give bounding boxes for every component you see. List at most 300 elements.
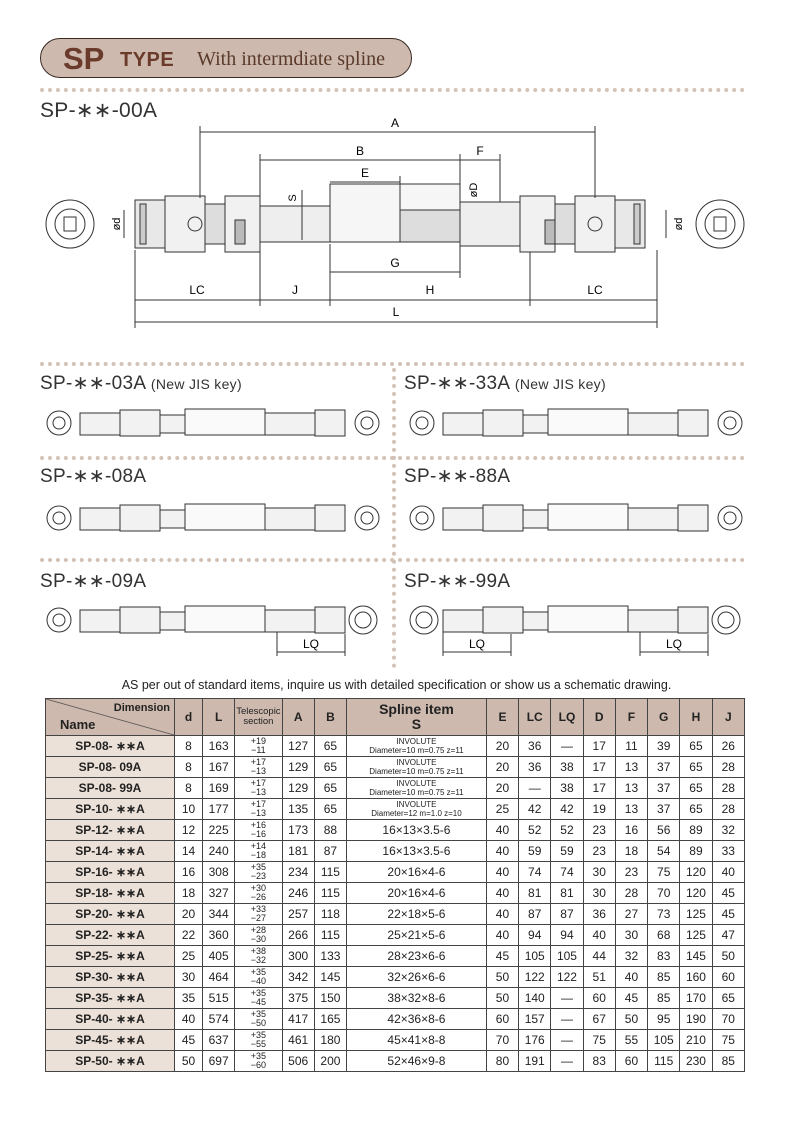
cell-telescopic: +17 −13 bbox=[235, 778, 282, 799]
title-banner bbox=[40, 38, 412, 78]
cell-b: 150 bbox=[314, 988, 346, 1009]
cell-g: 70 bbox=[648, 883, 680, 904]
cell-b: 180 bbox=[314, 1030, 346, 1051]
cell-g: 73 bbox=[648, 904, 680, 925]
title-type: TYPE bbox=[120, 49, 175, 71]
cell-telescopic: +17 −13 bbox=[235, 757, 282, 778]
cell-h: 210 bbox=[680, 1030, 712, 1051]
cell-spline: 20×16×4-6 bbox=[347, 883, 487, 904]
cell-d: 83 bbox=[583, 1051, 615, 1072]
cell-lq: 87 bbox=[551, 904, 583, 925]
cell-j: 47 bbox=[712, 925, 744, 946]
cell-j: 85 bbox=[712, 1051, 744, 1072]
cell-d: 23 bbox=[583, 820, 615, 841]
table-row bbox=[46, 1009, 745, 1030]
cell-g: 56 bbox=[648, 820, 680, 841]
row-name: SP-22- ∗∗A bbox=[46, 925, 175, 946]
cell-telescopic: +35 −55 bbox=[235, 1030, 282, 1051]
col-lc: LC bbox=[519, 699, 551, 736]
cell-g: 75 bbox=[648, 862, 680, 883]
cell-j: 40 bbox=[712, 862, 744, 883]
cell-f: 50 bbox=[615, 1009, 647, 1030]
dim-lq: LQ bbox=[302, 637, 320, 651]
cell-telescopic: +35 −60 bbox=[235, 1051, 282, 1072]
cell-lc: 42 bbox=[519, 799, 551, 820]
col-g: G bbox=[648, 699, 680, 736]
cell-l: 240 bbox=[202, 841, 234, 862]
cell-lc: 105 bbox=[519, 946, 551, 967]
dim-lc-left: LC bbox=[189, 283, 205, 297]
cell-lc: 52 bbox=[519, 820, 551, 841]
cell-a: 129 bbox=[282, 757, 314, 778]
col-e: E bbox=[486, 699, 518, 736]
table-row bbox=[46, 1030, 745, 1051]
cell-e: 40 bbox=[486, 925, 518, 946]
dim-lq-right: LQ bbox=[665, 637, 683, 651]
cell-d: 10 bbox=[175, 799, 203, 820]
cell-f: 13 bbox=[615, 757, 647, 778]
cell-j: 32 bbox=[712, 820, 744, 841]
cell-a: 300 bbox=[282, 946, 314, 967]
cell-b: 115 bbox=[314, 925, 346, 946]
cell-b: 65 bbox=[314, 736, 346, 757]
cell-telescopic: +35 −40 bbox=[235, 967, 282, 988]
cell-lq: — bbox=[551, 1051, 583, 1072]
shaft-drawing-09a bbox=[45, 602, 380, 662]
cell-b: 133 bbox=[314, 946, 346, 967]
cell-lc: 176 bbox=[519, 1030, 551, 1051]
col-j: J bbox=[712, 699, 744, 736]
cell-d: 14 bbox=[175, 841, 203, 862]
cell-a: 135 bbox=[282, 799, 314, 820]
cell-f: 55 bbox=[615, 1030, 647, 1051]
cell-lq: 122 bbox=[551, 967, 583, 988]
cell-lq: 38 bbox=[551, 778, 583, 799]
cell-telescopic: +33 −27 bbox=[235, 904, 282, 925]
row-name: SP-18- ∗∗A bbox=[46, 883, 175, 904]
cell-g: 68 bbox=[648, 925, 680, 946]
header-corner: Dimension Name bbox=[46, 699, 175, 736]
cell-g: 85 bbox=[648, 988, 680, 1009]
cell-h: 65 bbox=[680, 757, 712, 778]
table-row bbox=[46, 904, 745, 925]
cell-g: 54 bbox=[648, 841, 680, 862]
title-subtitle: With intermdiate spline bbox=[197, 48, 386, 70]
cell-j: 50 bbox=[712, 946, 744, 967]
cell-l: 167 bbox=[202, 757, 234, 778]
cell-e: 50 bbox=[486, 967, 518, 988]
cell-d: 17 bbox=[583, 757, 615, 778]
row-name: SP-14- ∗∗A bbox=[46, 841, 175, 862]
table-row bbox=[46, 862, 745, 883]
col-telescopic: Telescopic section bbox=[235, 699, 282, 736]
table-row bbox=[46, 757, 745, 778]
cell-f: 27 bbox=[615, 904, 647, 925]
cell-d: 50 bbox=[175, 1051, 203, 1072]
cell-j: 75 bbox=[712, 1030, 744, 1051]
cell-telescopic: +30 −26 bbox=[235, 883, 282, 904]
cell-e: 70 bbox=[486, 1030, 518, 1051]
row-name: SP-25- ∗∗A bbox=[46, 946, 175, 967]
cell-lc: 140 bbox=[519, 988, 551, 1009]
cell-j: 65 bbox=[712, 988, 744, 1009]
dim-s: S bbox=[287, 194, 299, 202]
cell-b: 65 bbox=[314, 757, 346, 778]
cell-j: 28 bbox=[712, 757, 744, 778]
cell-spline: INVOLUTE Diameter=10 m=0.75 z=11 bbox=[347, 736, 487, 757]
cell-h: 65 bbox=[680, 799, 712, 820]
cell-h: 89 bbox=[680, 841, 712, 862]
cell-b: 65 bbox=[314, 778, 346, 799]
cell-lq: 42 bbox=[551, 799, 583, 820]
cell-h: 65 bbox=[680, 736, 712, 757]
cell-h: 125 bbox=[680, 904, 712, 925]
col-l: L bbox=[202, 699, 234, 736]
cell-d: 8 bbox=[175, 778, 203, 799]
cell-spline: 16×13×3.5-6 bbox=[347, 841, 487, 862]
cell-f: 13 bbox=[615, 799, 647, 820]
cell-b: 118 bbox=[314, 904, 346, 925]
cell-lq: — bbox=[551, 1030, 583, 1051]
cell-lc: 36 bbox=[519, 757, 551, 778]
cell-spline: INVOLUTE Diameter=12 m=1.0 z=10 bbox=[347, 799, 487, 820]
cell-j: 45 bbox=[712, 883, 744, 904]
cell-l: 308 bbox=[202, 862, 234, 883]
cell-e: 80 bbox=[486, 1051, 518, 1072]
cell-a: 506 bbox=[282, 1051, 314, 1072]
table-row bbox=[46, 883, 745, 904]
cell-b: 115 bbox=[314, 883, 346, 904]
dim-lq-left: LQ bbox=[468, 637, 486, 651]
divider bbox=[40, 88, 745, 92]
row-name: SP-20- ∗∗A bbox=[46, 904, 175, 925]
cell-b: 88 bbox=[314, 820, 346, 841]
col-D: D bbox=[583, 699, 615, 736]
row-name: SP-08- ∗∗A bbox=[46, 736, 175, 757]
col-f: F bbox=[615, 699, 647, 736]
cell-d: 30 bbox=[583, 862, 615, 883]
cell-d: 16 bbox=[175, 862, 203, 883]
cell-telescopic: +35 −23 bbox=[235, 862, 282, 883]
cell-d: 40 bbox=[583, 925, 615, 946]
table-row bbox=[46, 841, 745, 862]
cell-e: 40 bbox=[486, 841, 518, 862]
cell-h: 170 bbox=[680, 988, 712, 1009]
cell-f: 13 bbox=[615, 778, 647, 799]
model-08a-label: SP-∗∗-08A bbox=[40, 466, 147, 487]
col-b: B bbox=[314, 699, 346, 736]
cell-d: 8 bbox=[175, 757, 203, 778]
cell-h: 145 bbox=[680, 946, 712, 967]
shaft-drawing-33a bbox=[408, 405, 743, 441]
cell-f: 40 bbox=[615, 967, 647, 988]
cell-e: 20 bbox=[486, 778, 518, 799]
shaft-drawing-99a bbox=[408, 602, 743, 662]
cell-spline: 28×23×6-6 bbox=[347, 946, 487, 967]
dim-a: A bbox=[390, 116, 400, 130]
cell-d: 30 bbox=[175, 967, 203, 988]
model-00a-label: SP-∗∗-00A bbox=[40, 99, 158, 122]
cell-d: 20 bbox=[175, 904, 203, 925]
cell-f: 28 bbox=[615, 883, 647, 904]
cell-d: 75 bbox=[583, 1030, 615, 1051]
cell-a: 417 bbox=[282, 1009, 314, 1030]
cell-j: 70 bbox=[712, 1009, 744, 1030]
cell-lc: 157 bbox=[519, 1009, 551, 1030]
cell-spline: 20×16×4-6 bbox=[347, 862, 487, 883]
cell-d: 60 bbox=[583, 988, 615, 1009]
cell-telescopic: +38 −32 bbox=[235, 946, 282, 967]
row-name: SP-10- ∗∗A bbox=[46, 799, 175, 820]
cell-f: 32 bbox=[615, 946, 647, 967]
title-sp: SP bbox=[63, 41, 105, 76]
table-row bbox=[46, 988, 745, 1009]
cell-telescopic: +19 −11 bbox=[235, 736, 282, 757]
cell-f: 23 bbox=[615, 862, 647, 883]
cell-h: 120 bbox=[680, 883, 712, 904]
cell-telescopic: +17 −13 bbox=[235, 799, 282, 820]
dim-l: L bbox=[392, 305, 400, 319]
cell-l: 169 bbox=[202, 778, 234, 799]
cell-j: 28 bbox=[712, 778, 744, 799]
cell-e: 60 bbox=[486, 1009, 518, 1030]
cell-g: 37 bbox=[648, 799, 680, 820]
cell-d: 17 bbox=[583, 778, 615, 799]
row-name: SP-30- ∗∗A bbox=[46, 967, 175, 988]
footnote: AS per out of standard items, inquire us with detailed specification or show us a schematic drawing. bbox=[121, 678, 672, 692]
cell-f: 11 bbox=[615, 736, 647, 757]
cell-lq: — bbox=[551, 988, 583, 1009]
cell-f: 18 bbox=[615, 841, 647, 862]
cell-d: 45 bbox=[175, 1030, 203, 1051]
cell-telescopic: +14 −18 bbox=[235, 841, 282, 862]
cell-lq: 94 bbox=[551, 925, 583, 946]
cell-l: 360 bbox=[202, 925, 234, 946]
cell-l: 464 bbox=[202, 967, 234, 988]
cell-g: 85 bbox=[648, 967, 680, 988]
cell-j: 33 bbox=[712, 841, 744, 862]
row-name: SP-45- ∗∗A bbox=[46, 1030, 175, 1051]
cell-d: 44 bbox=[583, 946, 615, 967]
table-row bbox=[46, 736, 745, 757]
cell-a: 257 bbox=[282, 904, 314, 925]
cell-lq: 52 bbox=[551, 820, 583, 841]
model-03a-label: SP-∗∗-03A (New JIS key) bbox=[40, 373, 242, 394]
table-row bbox=[46, 1051, 745, 1072]
cell-d: 36 bbox=[583, 904, 615, 925]
cell-h: 160 bbox=[680, 967, 712, 988]
cell-a: 129 bbox=[282, 778, 314, 799]
cell-f: 45 bbox=[615, 988, 647, 1009]
cell-g: 83 bbox=[648, 946, 680, 967]
cell-e: 40 bbox=[486, 904, 518, 925]
col-spline: Spline item S bbox=[347, 699, 487, 736]
cell-lq: 105 bbox=[551, 946, 583, 967]
cell-lc: 36 bbox=[519, 736, 551, 757]
cell-g: 95 bbox=[648, 1009, 680, 1030]
cell-lc: 122 bbox=[519, 967, 551, 988]
cell-h: 125 bbox=[680, 925, 712, 946]
cell-l: 177 bbox=[202, 799, 234, 820]
cell-a: 266 bbox=[282, 925, 314, 946]
cell-a: 246 bbox=[282, 883, 314, 904]
table-row bbox=[46, 925, 745, 946]
row-name: SP-35- ∗∗A bbox=[46, 988, 175, 1009]
cell-d: 51 bbox=[583, 967, 615, 988]
cell-telescopic: +28 −30 bbox=[235, 925, 282, 946]
divider bbox=[392, 368, 396, 668]
cell-lc: 59 bbox=[519, 841, 551, 862]
dim-g: G bbox=[390, 256, 400, 270]
cell-h: 190 bbox=[680, 1009, 712, 1030]
cell-lc: 81 bbox=[519, 883, 551, 904]
cell-telescopic: +35 −45 bbox=[235, 988, 282, 1009]
cell-spline: 52×46×9-8 bbox=[347, 1051, 487, 1072]
cell-e: 40 bbox=[486, 883, 518, 904]
col-a: A bbox=[282, 699, 314, 736]
cell-f: 60 bbox=[615, 1051, 647, 1072]
row-name: SP-16- ∗∗A bbox=[46, 862, 175, 883]
cell-j: 26 bbox=[712, 736, 744, 757]
table-row bbox=[46, 946, 745, 967]
cell-lq: 38 bbox=[551, 757, 583, 778]
cell-a: 342 bbox=[282, 967, 314, 988]
dim-f: F bbox=[476, 144, 484, 158]
cell-g: 115 bbox=[648, 1051, 680, 1072]
table-row bbox=[46, 778, 745, 799]
cell-d: 8 bbox=[175, 736, 203, 757]
col-h: H bbox=[680, 699, 712, 736]
cell-a: 234 bbox=[282, 862, 314, 883]
cell-j: 45 bbox=[712, 904, 744, 925]
cell-h: 89 bbox=[680, 820, 712, 841]
cell-lc: — bbox=[519, 778, 551, 799]
cell-b: 87 bbox=[314, 841, 346, 862]
cell-spline: 25×21×5-6 bbox=[347, 925, 487, 946]
cell-j: 60 bbox=[712, 967, 744, 988]
dim-phi-d-left: ød bbox=[111, 217, 123, 231]
cell-d: 40 bbox=[175, 1009, 203, 1030]
cell-a: 461 bbox=[282, 1030, 314, 1051]
cell-h: 65 bbox=[680, 778, 712, 799]
cell-l: 515 bbox=[202, 988, 234, 1009]
cell-d: 22 bbox=[175, 925, 203, 946]
cell-e: 40 bbox=[486, 820, 518, 841]
cell-telescopic: +35 −50 bbox=[235, 1009, 282, 1030]
cell-lq: — bbox=[551, 736, 583, 757]
cell-spline: INVOLUTE Diameter=10 m=0.75 z=11 bbox=[347, 778, 487, 799]
cell-spline: 22×18×5-6 bbox=[347, 904, 487, 925]
cell-a: 375 bbox=[282, 988, 314, 1009]
cell-h: 230 bbox=[680, 1051, 712, 1072]
table-row bbox=[46, 820, 745, 841]
cell-l: 697 bbox=[202, 1051, 234, 1072]
cell-a: 181 bbox=[282, 841, 314, 862]
dim-e: E bbox=[360, 166, 370, 180]
row-name: SP-50- ∗∗A bbox=[46, 1051, 175, 1072]
col-d: d bbox=[175, 699, 203, 736]
cell-l: 163 bbox=[202, 736, 234, 757]
cell-d: 35 bbox=[175, 988, 203, 1009]
cell-b: 115 bbox=[314, 862, 346, 883]
shaft-drawing-88a bbox=[408, 500, 743, 536]
cell-g: 39 bbox=[648, 736, 680, 757]
col-lq: LQ bbox=[551, 699, 583, 736]
cell-b: 145 bbox=[314, 967, 346, 988]
cell-l: 637 bbox=[202, 1030, 234, 1051]
cell-d: 18 bbox=[175, 883, 203, 904]
cell-b: 65 bbox=[314, 799, 346, 820]
cell-lc: 87 bbox=[519, 904, 551, 925]
cell-j: 28 bbox=[712, 799, 744, 820]
row-name: SP-40- ∗∗A bbox=[46, 1009, 175, 1030]
cell-l: 405 bbox=[202, 946, 234, 967]
cell-f: 30 bbox=[615, 925, 647, 946]
cell-lc: 94 bbox=[519, 925, 551, 946]
cell-d: 67 bbox=[583, 1009, 615, 1030]
cell-lq: 74 bbox=[551, 862, 583, 883]
cell-d: 19 bbox=[583, 799, 615, 820]
cell-e: 50 bbox=[486, 988, 518, 1009]
cell-e: 20 bbox=[486, 757, 518, 778]
cell-spline: 32×26×6-6 bbox=[347, 967, 487, 988]
cell-d: 25 bbox=[175, 946, 203, 967]
cell-lq: 81 bbox=[551, 883, 583, 904]
cell-d: 17 bbox=[583, 736, 615, 757]
cell-d: 23 bbox=[583, 841, 615, 862]
table-header-row bbox=[46, 699, 745, 736]
model-88a-label: SP-∗∗-88A bbox=[404, 466, 511, 487]
cell-lq: — bbox=[551, 1009, 583, 1030]
dim-lc-right: LC bbox=[587, 283, 603, 297]
cell-d: 30 bbox=[583, 883, 615, 904]
cell-b: 200 bbox=[314, 1051, 346, 1072]
shaft-drawing-08a bbox=[45, 500, 380, 536]
cell-b: 165 bbox=[314, 1009, 346, 1030]
dim-phi-d-upper: øD bbox=[468, 182, 480, 198]
cell-lc: 74 bbox=[519, 862, 551, 883]
cell-e: 25 bbox=[486, 799, 518, 820]
cell-l: 344 bbox=[202, 904, 234, 925]
cell-g: 37 bbox=[648, 757, 680, 778]
divider bbox=[40, 362, 745, 366]
cell-e: 45 bbox=[486, 946, 518, 967]
cell-telescopic: +16 −16 bbox=[235, 820, 282, 841]
model-99a-label: SP-∗∗-99A bbox=[404, 571, 511, 592]
cell-lc: 191 bbox=[519, 1051, 551, 1072]
table-row bbox=[46, 967, 745, 988]
cell-h: 120 bbox=[680, 862, 712, 883]
table-row bbox=[46, 799, 745, 820]
cell-e: 40 bbox=[486, 862, 518, 883]
dim-h: H bbox=[425, 283, 435, 297]
cell-l: 225 bbox=[202, 820, 234, 841]
model-33a-label: SP-∗∗-33A (New JIS key) bbox=[404, 373, 606, 394]
cell-spline: 45×41×8-8 bbox=[347, 1030, 487, 1051]
cell-lq: 59 bbox=[551, 841, 583, 862]
cell-a: 173 bbox=[282, 820, 314, 841]
shaft-drawing-03a bbox=[45, 405, 380, 441]
cell-g: 37 bbox=[648, 778, 680, 799]
cell-l: 327 bbox=[202, 883, 234, 904]
row-name: SP-12- ∗∗A bbox=[46, 820, 175, 841]
dim-b: B bbox=[355, 144, 365, 158]
model-09a-label: SP-∗∗-09A bbox=[40, 571, 147, 592]
cell-spline: 38×32×8-6 bbox=[347, 988, 487, 1009]
dim-phi-d-right: ød bbox=[673, 217, 685, 231]
cell-g: 105 bbox=[648, 1030, 680, 1051]
dim-j: J bbox=[292, 283, 298, 297]
